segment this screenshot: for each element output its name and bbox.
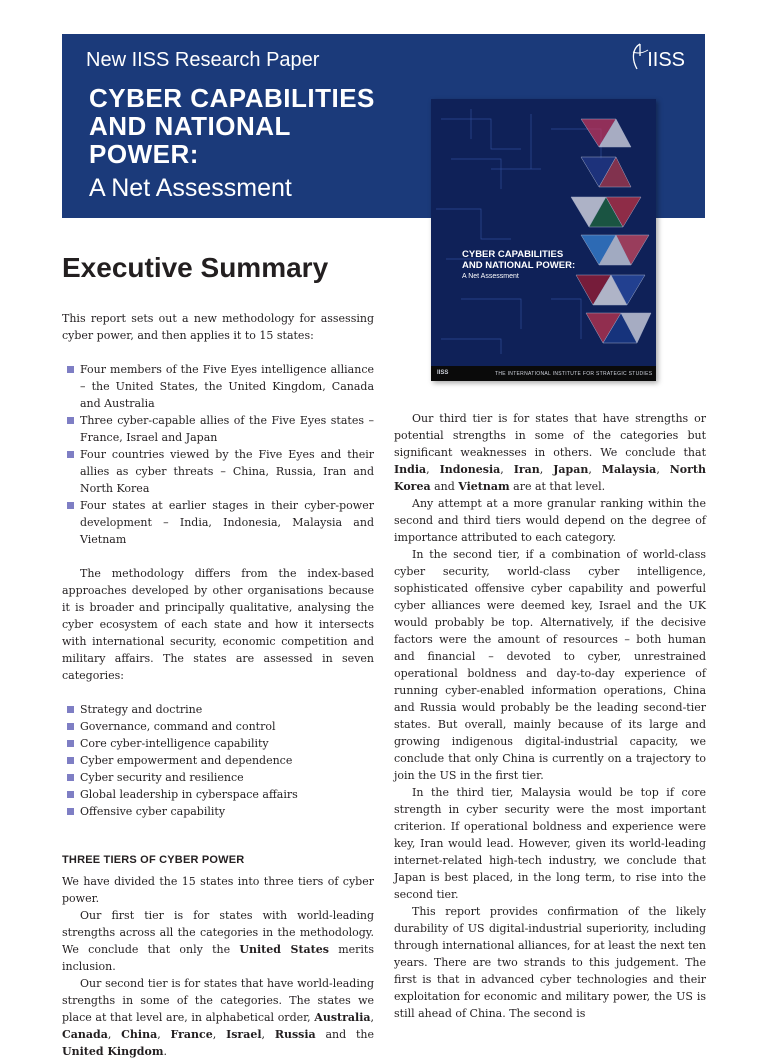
cover-title-line: CYBER CAPABILITIES [462,249,564,260]
bullet-square-icon [67,366,74,373]
bold-country: Iran [513,463,540,476]
intro-paragraph: This report sets out a new methodology for assessing cyber power, and then applies it to 15 states: [62,312,374,342]
cover-subtitle: A Net Assessment [462,273,519,280]
banner-subtitle: A Net Assessment [89,174,292,202]
list-item: Four members of the Five Eyes intelligence alliance – the United States, the United Kingdom, Canada and Australia [62,361,374,412]
banner-title-line: POWER: [89,139,199,169]
list-item: Strategy and doctrine [62,701,374,718]
bold-country: Canada [62,1028,108,1041]
bold-country: Japan [553,463,589,476]
bold-country: Australia [314,1011,371,1024]
bold-country: United Kingdom [62,1045,164,1058]
list-item: Four countries viewed by the Five Eyes and their allies as cyber threats – China, Russia, Iran and North Korea [62,446,374,497]
bullet-square-icon [67,502,74,509]
methodology-paragraph: The methodology differs from the index-based approaches developed by other organisations because it is broader and principally qualitative, analysing the cyber ecosystem of each state and how it intersects with international security, economic competition and military affairs. The states are assessed in seven categories: [62,567,374,682]
cover-footer-logo: IISS [437,370,449,376]
third-tier-paragraph: Our third tier is for states that have strengths or potential strengths in some of the categories but significant weaknesses in others. We conclude that India, Indonesia, Iran, Japan, Malaysia, North Korea and Vietnam are at that level. [394,412,707,493]
cover-footer [431,366,656,381]
cover-title-line: AND NATIONAL POWER: [462,260,576,271]
categories-list [62,701,374,820]
bold-country: Vietnam [458,480,510,493]
list-item: Cyber security and resilience [62,769,374,786]
second-tier-analysis-paragraph: In the second tier, if a combination of world-class cyber security, world-class cyber intelligence, sophisticated offensive cyber capability and powerful cyber alliances were deemed key, Israel and the UK would probably be top. Alternatively, if the decisive factors were the amount of resources – both human and financial – devoted to cyber, unrestrained operational boldness and day-to-day experience of running cyber-enabled information operations, China and Russia would probably be the leading second-tier states. But overall, mainly because of its large and growing indigenous digital-industrial capacity, we conclude that only China is currently on a trajectory to join the US in the first tier. [394,548,706,782]
list-item: Governance, command and control [62,718,374,735]
second-tier-paragraph: Our second tier is for states that have world-leading strengths in some of the categories. The states we place at that level are, in alphabetical order, Australia, Canada, China, France, Israel, Russia and the United Kingdom. [62,977,374,1058]
bullet-square-icon [67,774,74,781]
bullet-square-icon [67,757,74,764]
conclusion-paragraph: This report provides confirmation of the likely durability of US digital-industrial superiority, including through international alliances, for at least the next ten years. There are two strands to this judgement. The first is that in advanced cyber technologies and their exploitation for economic and military power, the US is still ahead of China. The second is [394,905,706,1020]
ranking-paragraph: Any attempt at a more granular ranking within the second and third tiers would depend on the degree of importance attributed to each category. [394,497,706,544]
bullet-square-icon [67,706,74,713]
bold-country: North Korea [394,463,707,493]
banner-kicker: New IISS Research Paper [86,49,320,71]
state-groups-list [62,361,374,548]
banner-title-line: AND NATIONAL [89,111,291,141]
bold-country: India [394,463,427,476]
bullet-square-icon [67,740,74,747]
right-column [394,410,706,1022]
logo-text: IISS [647,49,685,71]
bullet-square-icon [67,723,74,730]
tiers-intro: We have divided the 15 states into three tiers of cyber power. [62,875,374,905]
cover-title [462,249,575,271]
cover-footer-text: THE INTERNATIONAL INSTITUTE FOR STRATEGIC STUDIES [495,371,653,377]
list-item: Core cyber-intelligence capability [62,735,374,752]
report-cover-image [431,99,656,381]
list-item: Offensive cyber capability [62,803,374,820]
bold-country: Malaysia [601,463,657,476]
bullet-square-icon [67,808,74,815]
banner-title [89,84,375,168]
third-tier-analysis-paragraph: In the third tier, Malaysia would be top if core strength in cyber security were the most important criterion. If operational boldness and experience were key, Iran would lead. However, given its world-leading internet-related high-tech industry, we conclude that Japan is best placed, in the long term, to rise into the second tier. [394,786,706,901]
bold-country: Russia [274,1028,316,1041]
bold-country: Indonesia [439,463,501,476]
bullet-square-icon [67,451,74,458]
first-tier-paragraph: Our first tier is for states with world-leading strengths across all the categories in the methodology. We conclude that only the United States merits inclusion. [62,909,375,973]
bold-country: France [170,1028,213,1041]
bullet-square-icon [67,417,74,424]
list-item: Global leadership in cyberspace affairs [62,786,374,803]
list-item: Three cyber-capable allies of the Five Eyes states – France, Israel and Japan [62,412,374,446]
page-title: Executive Summary [62,252,329,283]
iiss-logo [629,42,685,72]
bold-country: United States [239,943,329,956]
list-item: Cyber empowerment and dependence [62,752,374,769]
bold-country: Israel [226,1028,262,1041]
list-item: Four states at earlier stages in their cyber-power development – India, Indonesia, Malaysia and Vietnam [62,497,374,548]
circuit-pattern [431,99,656,381]
bullet-square-icon [67,791,74,798]
left-column [62,310,374,1060]
banner-title-line: CYBER CAPABILITIES [89,83,375,113]
bold-country: China [121,1028,158,1041]
section-heading: THREE TIERS OF CYBER POWER [62,854,245,866]
